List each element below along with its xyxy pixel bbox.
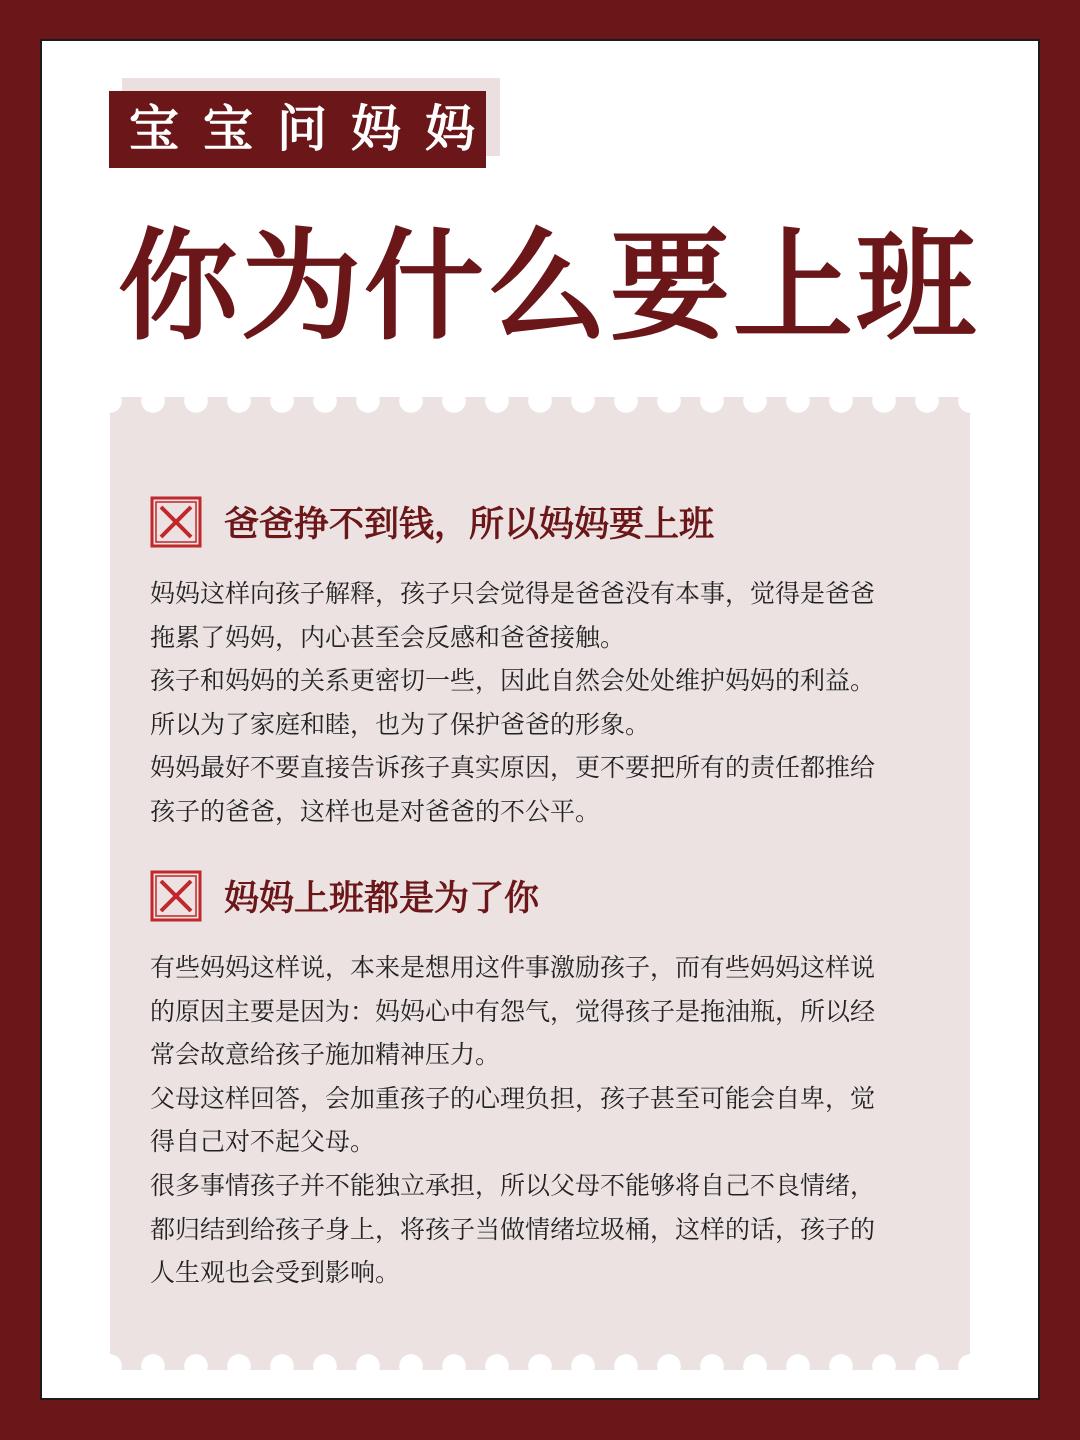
body-line: 妈妈这样向孩子解释，孩子只会觉得是爸爸没有本事，觉得是爸爸 xyxy=(150,579,876,608)
body-line: 父母这样回答，会加重孩子的心理负担，孩子甚至可能会自卑，觉 xyxy=(150,1083,876,1113)
body-line: 的原因主要是因为：妈妈心中有怨气，觉得孩子是拖油瓶，所以经 xyxy=(150,996,876,1026)
section-dad-no-money xyxy=(150,492,940,834)
x-box-icon xyxy=(150,496,202,548)
body-line: 常会故意给孩子施加精神压力。 xyxy=(150,1040,501,1070)
section-heading-text: 妈妈上班都是为了你 xyxy=(224,879,540,919)
body-line: 很多事情孩子并不能独立承担，所以父母不能够将自己不良情绪， xyxy=(150,1170,876,1200)
section-body xyxy=(150,946,940,1295)
section-for-you xyxy=(150,866,940,1295)
page-title: 你为什么要上班 xyxy=(118,218,979,357)
category-tag: 宝宝问妈妈 xyxy=(109,91,486,168)
body-line: 得自己对不起父母。 xyxy=(150,1127,376,1157)
body-line: 都归结到给孩子身上，将孩子当做情绪垃圾桶，这样的话，孩子的 xyxy=(150,1214,876,1244)
scallop-edge-top xyxy=(110,397,970,421)
section-heading xyxy=(150,866,940,926)
section-heading-text: 爸爸挣不到钱，所以妈妈要上班 xyxy=(224,505,715,545)
section-heading xyxy=(150,492,940,552)
section-body xyxy=(150,572,940,834)
body-line: 人生观也会受到影响。 xyxy=(150,1258,401,1288)
x-box-icon xyxy=(150,870,202,922)
scallop-edge-bottom xyxy=(110,1346,970,1370)
body-line: 孩子的爸爸，这样也是对爸爸的不公平。 xyxy=(150,796,601,826)
body-line: 妈妈最好不要直接告诉孩子真实原因，更不要把所有的责任都推给 xyxy=(150,753,876,783)
body-line: 所以为了家庭和睦，也为了保护爸爸的形象。 xyxy=(150,709,651,739)
body-line: 拖累了妈妈，内心甚至会反感和爸爸接触。 xyxy=(150,622,626,652)
body-line: 有些妈妈这样说，本来是想用这件事激励孩子，而有些妈妈这样说 xyxy=(150,953,876,982)
body-line: 孩子和妈妈的关系更密切一些，因此自然会处处维护妈妈的利益。 xyxy=(150,666,876,696)
